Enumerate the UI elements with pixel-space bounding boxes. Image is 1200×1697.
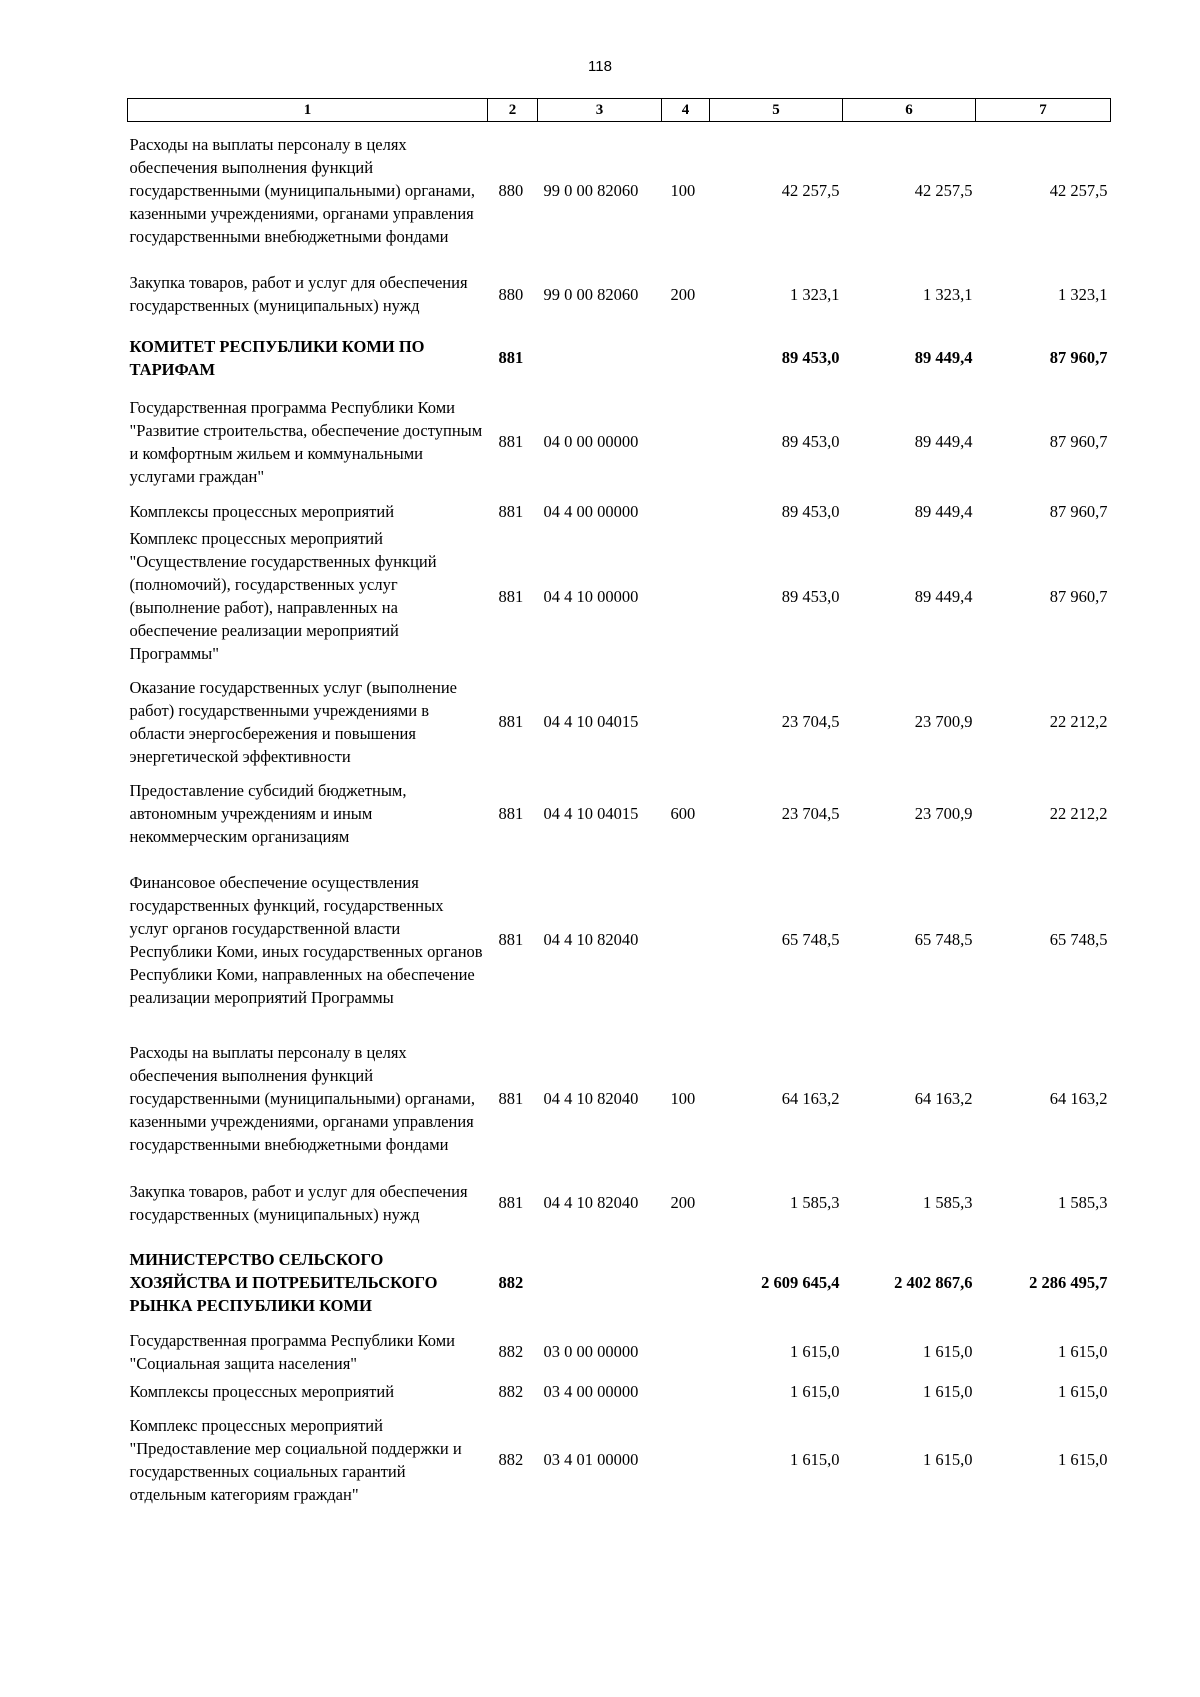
amount-col-7: 1 323,1 (1058, 284, 1108, 304)
ministry-code: 882 (498, 1450, 524, 1469)
row-name: Расходы на выплаты персоналу в целях обеспечения выполнения функций государственными (муниципальными) органами, казенными учреждениями, органами управления государственными внебюджетными фондами (129, 1043, 476, 1154)
expense-type-code (662, 329, 710, 387)
amount-col-5: 1 323,1 (790, 284, 840, 304)
table-row (128, 497, 1111, 527)
column-header-5: 5 (710, 99, 843, 122)
target-article-code: 04 4 10 82040 (543, 1193, 639, 1212)
expense-type-code (662, 527, 710, 666)
amount-col-5: 1 615,0 (790, 1342, 840, 1361)
ministry-code: 881 (498, 804, 524, 823)
target-article-code (538, 329, 662, 387)
amount-col-5: 1 615,0 (790, 1382, 840, 1401)
amount-col-6: 89 449,4 (914, 502, 973, 521)
ministry-code: 880 (498, 284, 524, 304)
amount-col-7: 1 615,0 (1058, 1342, 1108, 1361)
table-row (128, 1376, 1111, 1408)
column-header-7: 7 (976, 99, 1111, 122)
table-row (128, 1030, 1111, 1168)
amount-col-5: 42 257,5 (781, 181, 840, 201)
ministry-code: 881 (498, 930, 524, 949)
table-row (128, 850, 1111, 1030)
amount-col-6: 89 449,4 (914, 586, 973, 606)
column-header-3: 3 (538, 99, 662, 122)
amount-col-5: 23 704,5 (781, 712, 840, 731)
table-row (128, 260, 1111, 329)
table-row (128, 122, 1111, 260)
expense-type-code: 200 (670, 1193, 696, 1212)
amount-col-7: 87 960,7 (1049, 432, 1108, 451)
ministry-code: 881 (498, 348, 524, 367)
target-article-code: 04 4 10 04015 (543, 712, 639, 731)
amount-col-6: 1 615,0 (923, 1342, 973, 1361)
column-header-4: 4 (662, 99, 710, 122)
ministry-code: 882 (498, 1382, 524, 1401)
ministry-code: 880 (498, 181, 524, 201)
row-name: Комплексы процессных мероприятий (129, 502, 395, 521)
amount-col-6: 1 615,0 (923, 1450, 973, 1469)
amount-col-6: 64 163,2 (914, 1089, 973, 1108)
row-name: Предоставление субсидий бюджетным, автономным учреждениям и иным некоммерческим организациям (129, 781, 407, 846)
expense-type-code: 600 (670, 804, 696, 823)
amount-col-7: 87 960,7 (1049, 348, 1108, 367)
table-row (128, 778, 1111, 850)
column-header-1: 1 (128, 99, 488, 122)
column-header-2: 2 (488, 99, 538, 122)
table-row (128, 1238, 1111, 1328)
amount-col-5: 1 615,0 (790, 1450, 840, 1469)
target-article-code: 04 4 00 00000 (543, 502, 639, 521)
amount-col-7: 1 585,3 (1058, 1193, 1108, 1212)
amount-col-7: 64 163,2 (1049, 1089, 1108, 1108)
row-name: Расходы на выплаты персоналу в целях обеспечения выполнения функций государственными (муниципальными) органами, казенными учреждениями, органами управления государственными внебюджетными фондами (129, 135, 476, 247)
amount-col-5: 64 163,2 (781, 1089, 840, 1108)
amount-col-6: 23 700,9 (914, 804, 973, 823)
row-name: Закупка товаров, работ и услуг для обеспечения государственных (муниципальных) нужд (129, 1181, 468, 1224)
amount-col-6: 2 402 867,6 (894, 1273, 973, 1292)
row-name: Государственная программа Республики Коми "Социальная защита населения" (129, 1330, 455, 1373)
table-row (128, 666, 1111, 778)
amount-col-5: 2 609 645,4 (761, 1273, 840, 1292)
target-article-code: 99 0 00 82060 (543, 181, 639, 201)
target-article-code (538, 1238, 662, 1328)
amount-col-5: 89 453,0 (781, 586, 840, 606)
expense-type-code: 100 (670, 1089, 696, 1108)
amount-col-6: 65 748,5 (914, 930, 973, 949)
amount-col-7: 22 212,2 (1049, 804, 1108, 823)
amount-col-5: 89 453,0 (781, 348, 840, 367)
table-row (128, 527, 1111, 666)
row-name: Финансовое обеспечение осуществления государственных функций, государственных услуг органов государственной власти Республики Коми, иных государственных органов Республики Коми, направленных на обеспечение реализации мероприятий Программы (129, 872, 483, 1007)
expense-type-code (662, 387, 710, 497)
ministry-code: 881 (498, 1193, 524, 1212)
expense-type-code (662, 1376, 710, 1408)
expense-type-code: 200 (670, 284, 696, 304)
target-article-code: 04 4 10 82040 (543, 1089, 639, 1108)
row-name: Оказание государственных услуг (выполнение работ) государственными учреждениями в области энергосбережения и повышения энергетической эффективности (129, 677, 457, 766)
target-article-code: 04 4 10 82040 (543, 930, 639, 949)
target-article-code: 03 0 00 00000 (543, 1342, 639, 1361)
amount-col-6: 1 585,3 (923, 1193, 973, 1212)
table-row (128, 1328, 1111, 1376)
table-header-row (128, 99, 1111, 122)
expense-type-code (662, 666, 710, 778)
budget-table (127, 98, 1111, 1512)
table-row (128, 329, 1111, 387)
row-name: Государственная программа Республики Коми "Развитие строительства, обеспечение доступным и комфортным жильем и коммунальными услугами граждан" (129, 397, 483, 486)
amount-col-6: 23 700,9 (914, 712, 973, 731)
amount-col-6: 89 449,4 (914, 432, 973, 451)
target-article-code: 03 4 01 00000 (543, 1450, 639, 1469)
amount-col-6: 42 257,5 (914, 181, 973, 201)
amount-col-7: 2 286 495,7 (1029, 1273, 1108, 1292)
amount-col-6: 1 323,1 (923, 284, 973, 304)
ministry-code: 881 (498, 1089, 524, 1108)
amount-col-7: 87 960,7 (1049, 502, 1108, 521)
amount-col-5: 89 453,0 (781, 502, 840, 521)
amount-col-5: 1 585,3 (790, 1193, 840, 1212)
amount-col-5: 65 748,5 (781, 930, 840, 949)
row-name: Комплекс процессных мероприятий "Осуществление государственных функций (полномочий), государственных услуг (выполнение работ), направленных на обеспечение реализации мероприятий Программы" (129, 529, 437, 663)
amount-col-7: 22 212,2 (1049, 712, 1108, 731)
expense-type-code (662, 850, 710, 1030)
target-article-code: 99 0 00 82060 (543, 284, 639, 304)
amount-col-5: 23 704,5 (781, 804, 840, 823)
table-row (128, 387, 1111, 497)
target-article-code: 04 4 10 00000 (543, 586, 639, 606)
amount-col-5: 89 453,0 (781, 432, 840, 451)
amount-col-7: 1 615,0 (1058, 1450, 1108, 1469)
amount-col-7: 65 748,5 (1049, 930, 1108, 949)
row-name: МИНИСТЕРСТВО СЕЛЬСКОГО ХОЗЯЙСТВА И ПОТРЕБИТЕЛЬСКОГО РЫНКА РЕСПУБЛИКИ КОМИ (129, 1250, 438, 1315)
ministry-code: 881 (498, 502, 524, 521)
amount-col-6: 1 615,0 (923, 1382, 973, 1401)
table-row (128, 1168, 1111, 1238)
expense-type-code (662, 1238, 710, 1328)
target-article-code: 03 4 00 00000 (543, 1382, 639, 1401)
page-number: 118 (588, 58, 612, 75)
table-row (128, 1408, 1111, 1512)
expense-type-code (662, 497, 710, 527)
ministry-code: 882 (498, 1342, 524, 1361)
row-name: Закупка товаров, работ и услуг для обеспечения государственных (муниципальных) нужд (129, 273, 468, 315)
target-article-code: 04 0 00 00000 (543, 432, 639, 451)
expense-type-code: 100 (670, 181, 696, 201)
ministry-code: 882 (498, 1273, 524, 1292)
expense-type-code (662, 1328, 710, 1376)
row-name: КОМИТЕТ РЕСПУБЛИКИ КОМИ ПО ТАРИФАМ (129, 336, 425, 379)
ministry-code: 881 (498, 712, 524, 731)
column-header-6: 6 (843, 99, 976, 122)
amount-col-7: 1 615,0 (1058, 1382, 1108, 1401)
row-name: Комплексы процессных мероприятий (129, 1382, 395, 1401)
ministry-code: 881 (498, 432, 524, 451)
expense-type-code (662, 1408, 710, 1512)
amount-col-7: 42 257,5 (1049, 181, 1108, 201)
ministry-code: 881 (498, 586, 524, 606)
amount-col-6: 89 449,4 (914, 348, 973, 367)
target-article-code: 04 4 10 04015 (543, 804, 639, 823)
amount-col-7: 87 960,7 (1049, 586, 1108, 606)
row-name: Комплекс процессных мероприятий "Предоставление мер социальной поддержки и государственных социальных гарантий отдельным категориям граждан" (129, 1415, 462, 1504)
